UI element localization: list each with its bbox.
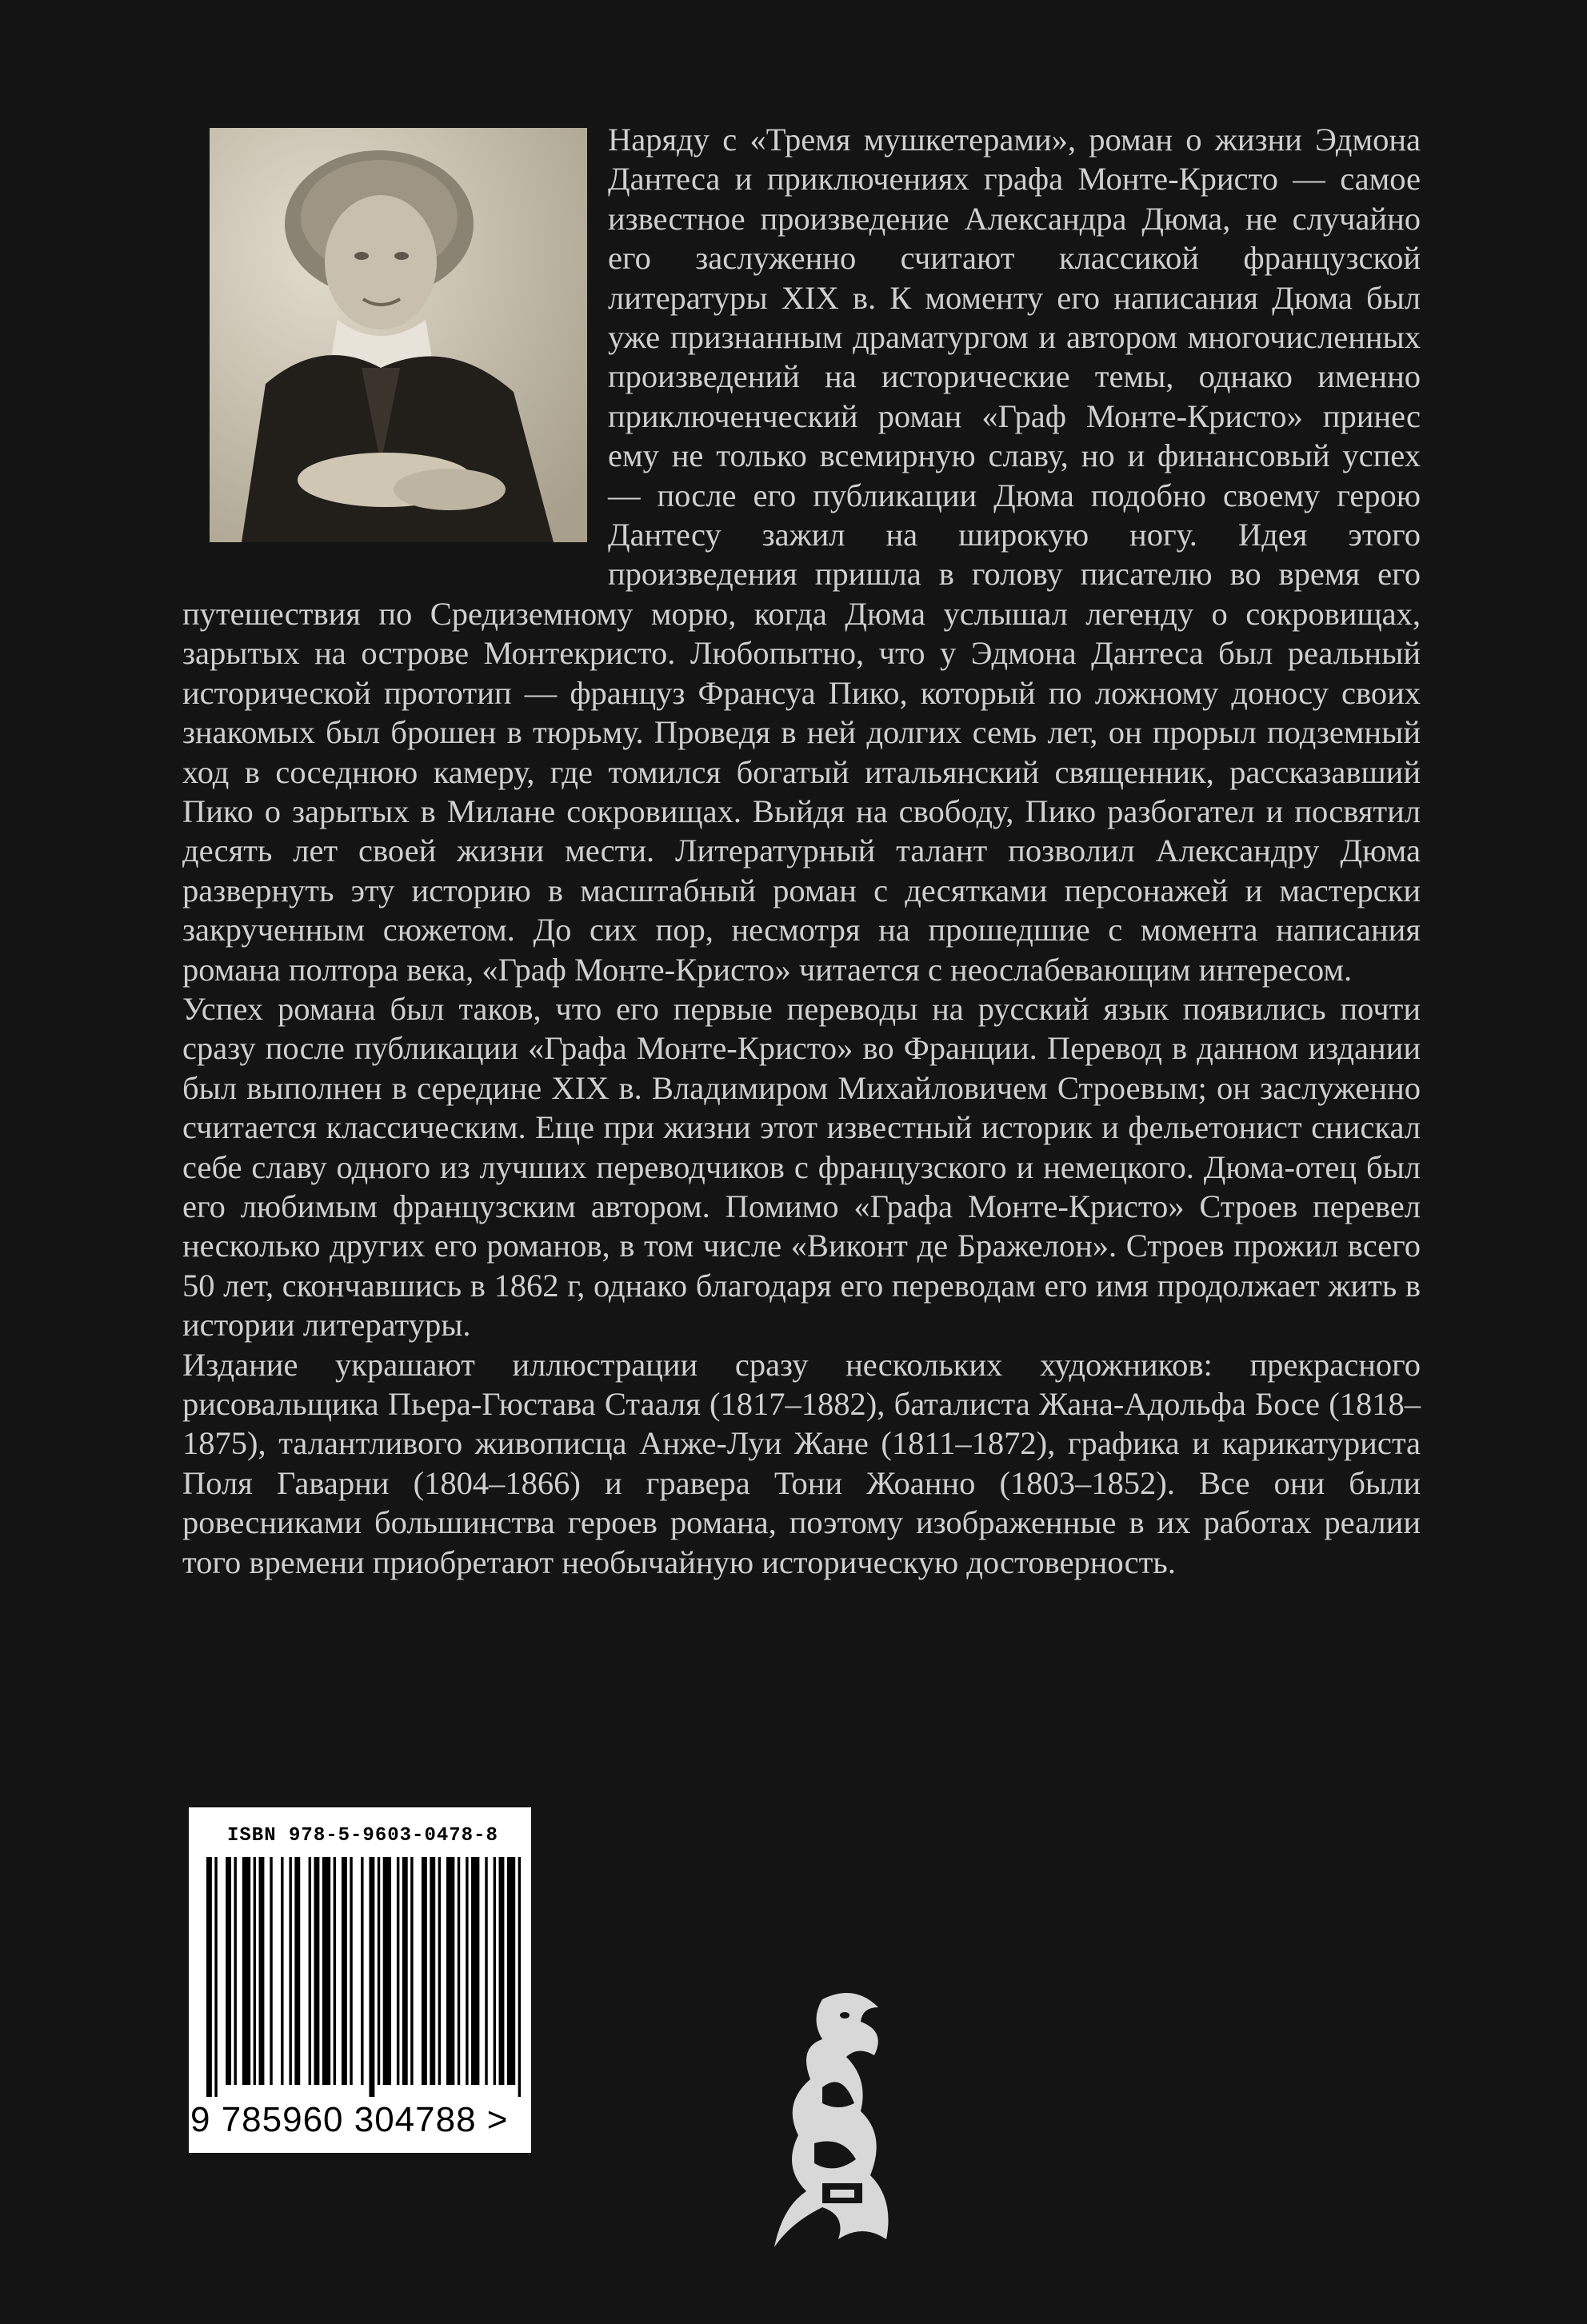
barcode-bar xyxy=(397,1857,399,2085)
barcode-bar xyxy=(383,1857,391,2085)
paragraph: Издание украшают иллюстрации сразу нескольких художников: прекрасного рисовальщика Пьера-Гюстава Стааля (1817–1882), баталиста Жана-Адольфа Босе (1818–1875), талантливого живописца Анже-Луи Жане (1811–1872), графика и карикатуриста Поля Гаварни (1804–1866) и гравера Тони Жоанно (1803–1852). Все они были ровесниками большинства героев романа, поэтому изображенные в их работах реалии того времени приобретают необычайную историческую достоверность. xyxy=(182,1346,1421,1580)
barcode-bar xyxy=(369,1857,374,2097)
barcode-bar xyxy=(518,1857,521,2097)
barcode-bar xyxy=(350,1857,352,2085)
barcode-bar xyxy=(446,1857,454,2085)
barcode-bar xyxy=(234,1857,236,2085)
barcode-bar xyxy=(214,1857,217,2097)
barcode-bar xyxy=(294,1857,300,2085)
isbn-label: ISBN 978-5-9603-0478-8 xyxy=(227,1825,498,1847)
barcode-digits: 9 785960 304788 > xyxy=(190,2100,509,2139)
barcode-bars xyxy=(206,1857,526,2097)
barcode-bar xyxy=(494,1857,496,2085)
barcode-bar xyxy=(422,1857,427,2085)
barcode-bar xyxy=(334,1857,336,2085)
barcode-bar xyxy=(281,1857,283,2085)
barcode-bar xyxy=(485,1857,487,2085)
paragraph: Успех романа был таков, что его первые переводы на русский язык появились почти сразу после публикации «Графа Монте-Кристо» во Франции. Перевод в данном издании был выполнен в середине XIX в. Владимиром Михайловичем Строевым; он заслуженно считается классическим. Еще при жизни этот известный историк и фельетонист снискал себе славу одного из лучших переводчиков с французского и немецкого. Дюма-отец был его любимым французским автором. Помимо «Графа Монте-Кристо» Строев перевел несколько других его романов, в том числе «Виконт де Бражелон». Строев прожил всего 50 лет, скончавшись в 1862 г, однако благодаря его переводам его имя продолжает жить в истории литературы. xyxy=(182,990,1421,1344)
barcode-bar xyxy=(410,1857,413,2085)
barcode-bar xyxy=(378,1857,380,2085)
barcode-bar xyxy=(309,1857,311,2085)
barcode-bar xyxy=(289,1857,291,2085)
barcode-bar xyxy=(206,1857,212,2097)
barcode-bar xyxy=(361,1857,363,2085)
paragraph: Наряду с «Тремя мушкетерами», роман о жизни Эдмона Дантеса и приключениях графа Монте-Кристо — самое известное произведение Александра Дюма, не случайно его заслуженно считают классикой французской литературы XIX в. К моменту его написания Дюма был уже признанным драматургом и автором многочисленных произведений на исторические темы, однако именно приключенческий роман «Граф Монте-Кристо» принес ему не только всемирную славу, но и финансовый успех — после его публикации Дюма подобно своему герою Дантесу зажил на широкую ногу. Идея этого произведения пришла в голову писателю во время его путешествия по Средиземному морю, когда Дюма услышал легенду о сокровищах, зарытых на острове Монтекристо. Любопытно, что у Эдмона Дантеса был реальный исторической прототип — француз Франсуа Пико, который по ложному доносу своих знакомых был брошен в тюрьму. Проведя в ней долгих семь лет, он прорыл подземный ход в соседнюю камеру, где томился богатый итальянский священник, рассказавший Пико о зарытых в Милане сокровищах. Выйдя на свободу, Пико разбогател и посвятил десять лет своей жизни мести. Литературный талант позволил Александру Дюма развернуть эту историю в масштабный роман с десятками персонажей и мастерски закрученным сюжетом. До сих пор, несмотря на прошедшие с момента написания романа полтора века, «Граф Монте-Кристо» читается с неослабевающим интересом. xyxy=(182,122,1421,988)
barcode-bar xyxy=(507,1857,515,2085)
publisher-logo xyxy=(766,1983,902,2263)
barcode-bar xyxy=(226,1857,231,2085)
barcode-bar xyxy=(242,1857,250,2085)
barcode-bar xyxy=(402,1857,408,2085)
description-text xyxy=(182,120,1421,1582)
barcode-bar xyxy=(458,1857,460,2085)
barcode-bar xyxy=(430,1857,435,2085)
isbn-barcode xyxy=(189,1807,531,2153)
barcode-bar xyxy=(259,1857,265,2085)
barcode-bar xyxy=(466,1857,468,2085)
barcode-bar xyxy=(438,1857,441,2085)
barcode-bar xyxy=(342,1857,347,2085)
barcode-bar xyxy=(499,1857,505,2085)
barcode-bar xyxy=(471,1857,479,2085)
barcode-bar xyxy=(314,1857,319,2085)
barcode-bar xyxy=(270,1857,272,2085)
barcode-bar xyxy=(322,1857,330,2085)
barcode-bar xyxy=(254,1857,256,2085)
